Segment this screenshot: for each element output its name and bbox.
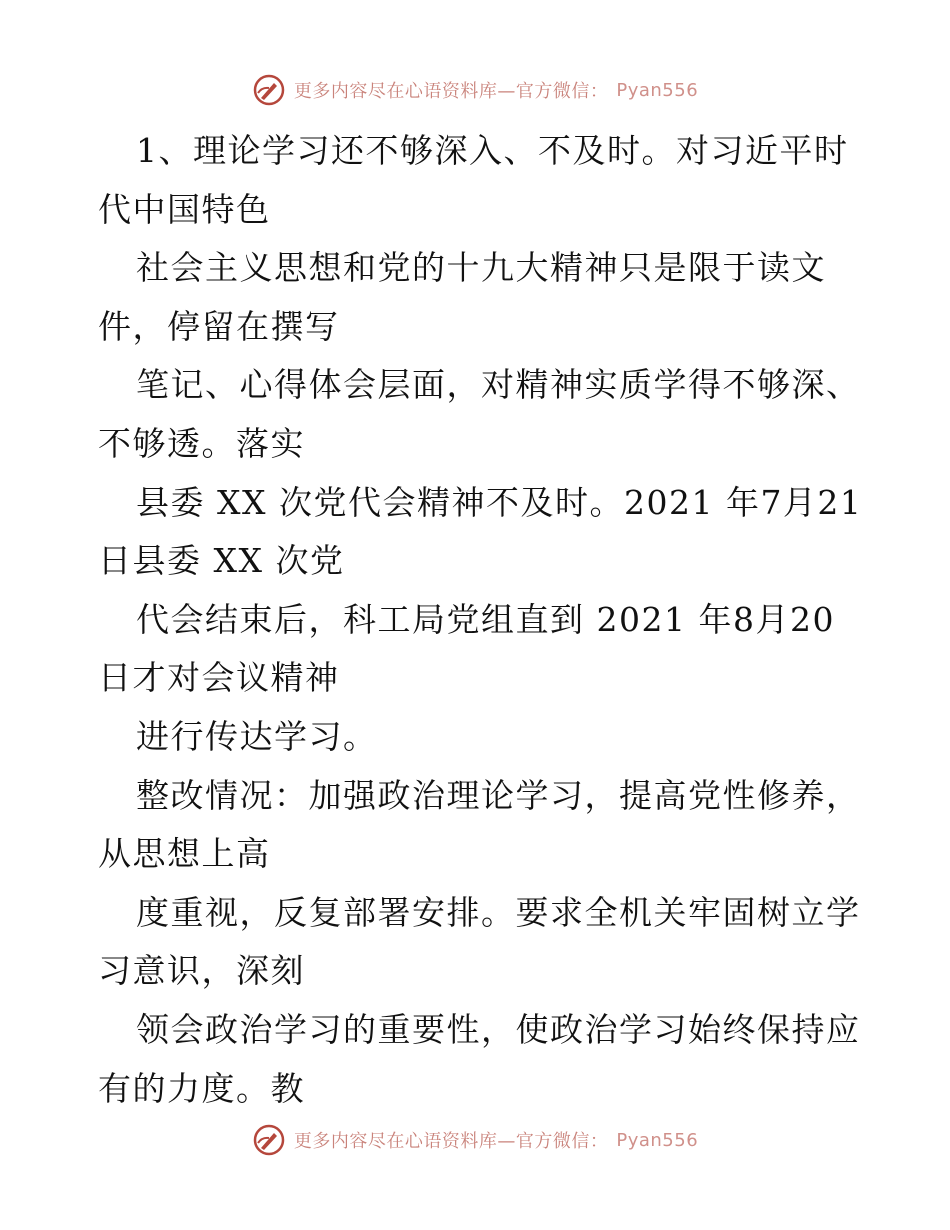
text-line: 整改情况：加强政治理论学习，提高党性修养， <box>136 775 861 815</box>
text-line: 日县委 XX 次党 <box>98 541 345 581</box>
watermark-wechat-id: Pyan556 <box>616 79 699 101</box>
document-body <box>98 122 863 1118</box>
text-line: 领会政治学习的重要性，使政治学习始终保持应 <box>136 1009 861 1049</box>
text-line: 社会主义思想和党的十九大精神只是限于读文 <box>136 248 826 288</box>
pen-circle-logo-icon <box>252 73 286 107</box>
text-line: 代会结束后，科工局党组直到 2021 年8月20 <box>136 599 835 639</box>
text-line: 1、理论学习还不够深入、不及时。对习近平时 <box>136 131 849 170</box>
text-line: 件，停留在撰写 <box>98 306 340 346</box>
text-line: 代中国特色 <box>98 189 271 229</box>
text-line: 不够透。落实 <box>98 423 305 463</box>
text-line: 日才对会议精神 <box>98 658 340 698</box>
text-line: 习意识，深刻 <box>98 951 305 991</box>
text-line: 从思想上高 <box>98 834 271 874</box>
watermark-text: 更多内容尽在心语资料库—官方微信： <box>293 81 609 102</box>
text-line: 进行传达学习。 <box>136 716 378 756</box>
text-line: 有的力度。教 <box>98 1068 305 1108</box>
watermark-text: 更多内容尽在心语资料库—官方微信： <box>293 1131 609 1152</box>
watermark-wechat-id: Pyan556 <box>616 1129 699 1151</box>
footer-watermark <box>0 1120 950 1160</box>
text-line: 县委 XX 次党代会精神不及时。2021 年7月21 <box>136 482 863 522</box>
header-watermark <box>0 70 950 110</box>
text-line: 笔记、心得体会层面，对精神实质学得不够深、 <box>136 365 861 405</box>
text-line: 度重视，反复部署安排。要求全机关牢固树立学 <box>136 892 861 932</box>
pen-circle-logo-icon <box>252 1123 286 1157</box>
